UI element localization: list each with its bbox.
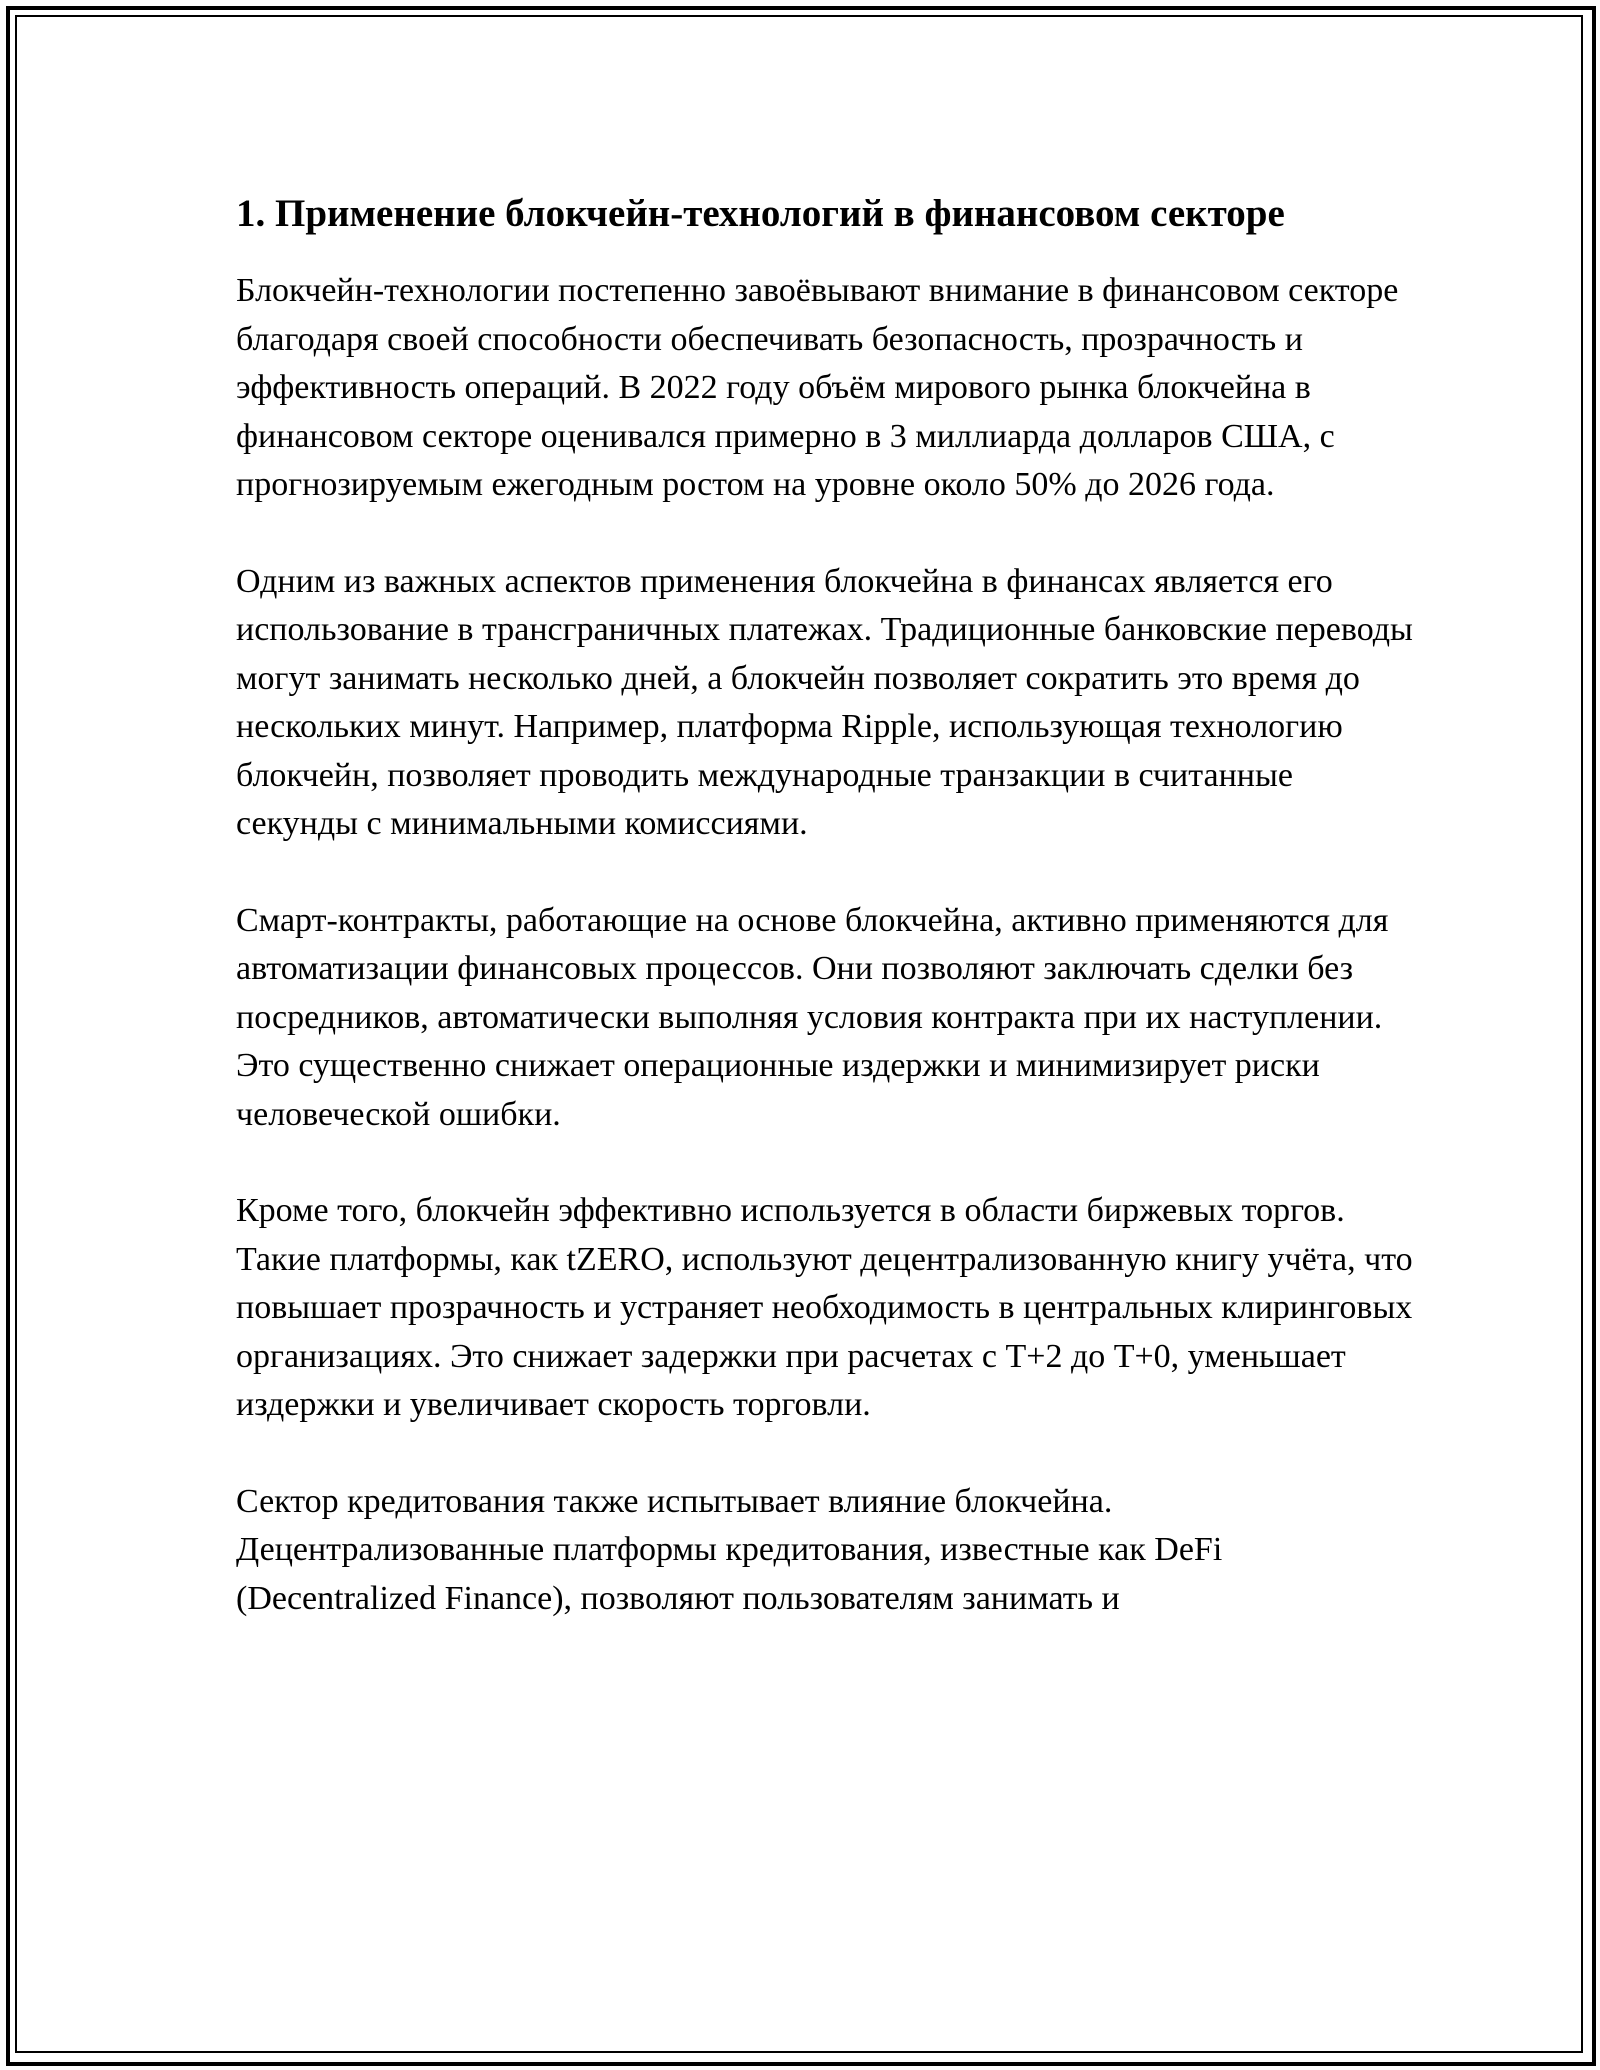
paragraph-intro: Блокчейн-технологии постепенно завоёвывают внимание в финансовом секторе благодаря своей способности обеспечивать безопасность, прозрачность и эффективность операций. В 2022 году объём мирового рынка блокчейна в финансовом секторе оценивался примерно в 3 миллиарда долларов США, с прогнозируемым ежегодным ростом на уровне около 50% до 2026 года.	[236, 272, 1399, 503]
paragraph-smart-contracts: Смарт-контракты, работающие на основе блокчейна, активно применяются для автоматизации финансовых процессов. Они позволяют заключать сделки без посредников, автоматически выполняя условия контракта при их наступлении. Это существенно снижает операционные издержки и минимизирует риски человеческой ошибки.	[236, 901, 1389, 1133]
paragraph-exchange-trading: Кроме того, блокчейн эффективно используется в области биржевых торгов. Такие платформы, как tZERO, используют децентрализованную книгу учёта, что повышает прозрачность и устраняет необходимость в центральных клиринговых организациях. Это снижает задержки при расчетах с T+2 до T+0, уменьшает издержки и увеличивает скорость торговли.	[236, 1192, 1413, 1423]
section-heading: 1. Применение блокчейн-технологий в финансовом секторе	[236, 192, 1285, 235]
paragraph-cross-border-payments: Одним из важных аспектов применения блокчейна в финансах является его использование в трансграничных платежах. Традиционные банковские переводы могут занимать несколько дней, а блокчейн позволяет сократить это время до нескольких минут. Например, платформа Ripple, использующая технологию блокчейн, позволяет проводить международные транзакции в считанные секунды с минимальными комиссиями.	[236, 562, 1413, 842]
document-page	[236, 186, 1416, 1671]
paragraph-lending: Сектор кредитования также испытывает влияние блокчейна. Децентрализованные платформы кредитования, известные как DeFi (Decentralized Finance), позволяют пользователям занимать и	[236, 1482, 1223, 1617]
